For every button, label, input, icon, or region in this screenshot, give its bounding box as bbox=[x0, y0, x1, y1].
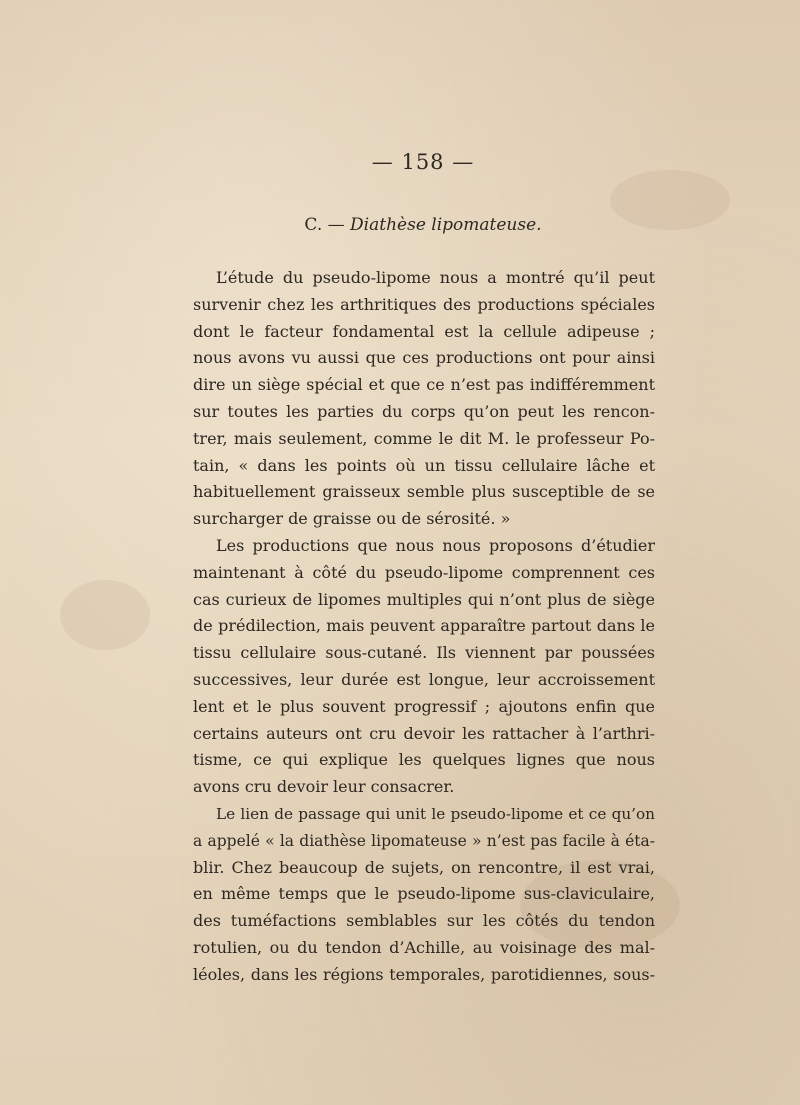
text-line: certains auteurs ont cru devoir les rattacher à l’arthri- bbox=[193, 723, 655, 743]
text-line: nous avons vu aussi que ces productions ont pour ainsi bbox=[193, 348, 655, 368]
text-line: en même temps que le pseudo-lipome sus-claviculaire, bbox=[193, 884, 655, 904]
text-line: léoles, dans les régions temporales, parotidiennes, sous- bbox=[193, 964, 655, 984]
text-line: maintenant à côté du pseudo-lipome comprennent ces bbox=[193, 562, 655, 582]
text-line: lent et le plus souvent progressif ; ajoutons enfin que bbox=[193, 696, 655, 716]
text-line: blir. Chez beaucoup de sujets, on rencontre, il est vrai, bbox=[193, 857, 655, 877]
text-line: cas curieux de lipomes multiples qui n’ont plus de siège bbox=[193, 589, 655, 609]
text-line: dont le facteur fondamental est la cellule adipeuse ; bbox=[193, 321, 655, 341]
text-line: successives, leur durée est longue, leur accroissement bbox=[193, 669, 655, 689]
text-line: habituellement graisseux semble plus susceptible de se bbox=[193, 482, 655, 502]
paper-stain bbox=[60, 580, 150, 650]
section-title: Diathèse lipomateuse. bbox=[350, 215, 542, 235]
text-line: a appelé « la diathèse lipomateuse » n’est pas facile à éta- bbox=[193, 831, 655, 850]
text-line: avons cru devoir leur consacrer. bbox=[193, 777, 455, 797]
text-line: sur toutes les parties du corps qu’on peut les rencon- bbox=[193, 401, 655, 421]
text-line: dire un siège spécial et que ce n’est pas indifféremment bbox=[193, 375, 655, 395]
text-line: de prédilection, mais peuvent apparaître partout dans le bbox=[193, 616, 655, 636]
body-text bbox=[193, 265, 655, 989]
text-line: des tuméfactions semblables sur les côtés du tendon bbox=[193, 911, 655, 931]
text-line: tissu cellulaire sous-cutané. Ils viennent par poussées bbox=[193, 643, 655, 663]
text-line: survenir chez les arthritiques des productions spéciales bbox=[193, 294, 655, 314]
page-number: — 158 — bbox=[371, 150, 475, 174]
section-heading bbox=[0, 215, 800, 235]
text-line: trer, mais seulement, comme le dit M. le professeur Po- bbox=[193, 428, 655, 448]
section-letter: C. — bbox=[304, 215, 345, 235]
text-line: surcharger de graisse ou de sérosité. » bbox=[193, 509, 511, 529]
text-line: L’étude du pseudo-lipome nous a montré qu’il peut bbox=[216, 268, 655, 287]
text-line: tisme, ce qui explique les quelques lignes que nous bbox=[193, 750, 655, 770]
text-line: Le lien de passage qui unit le pseudo-lipome et ce qu’on bbox=[216, 804, 655, 823]
text-line: tain, « dans les points où un tissu cellulaire lâche et bbox=[193, 455, 655, 475]
text-line: Les productions que nous nous proposons d’étudier bbox=[216, 535, 655, 555]
text-line: rotulien, ou du tendon d’Achille, au voisinage des mal- bbox=[193, 937, 655, 957]
